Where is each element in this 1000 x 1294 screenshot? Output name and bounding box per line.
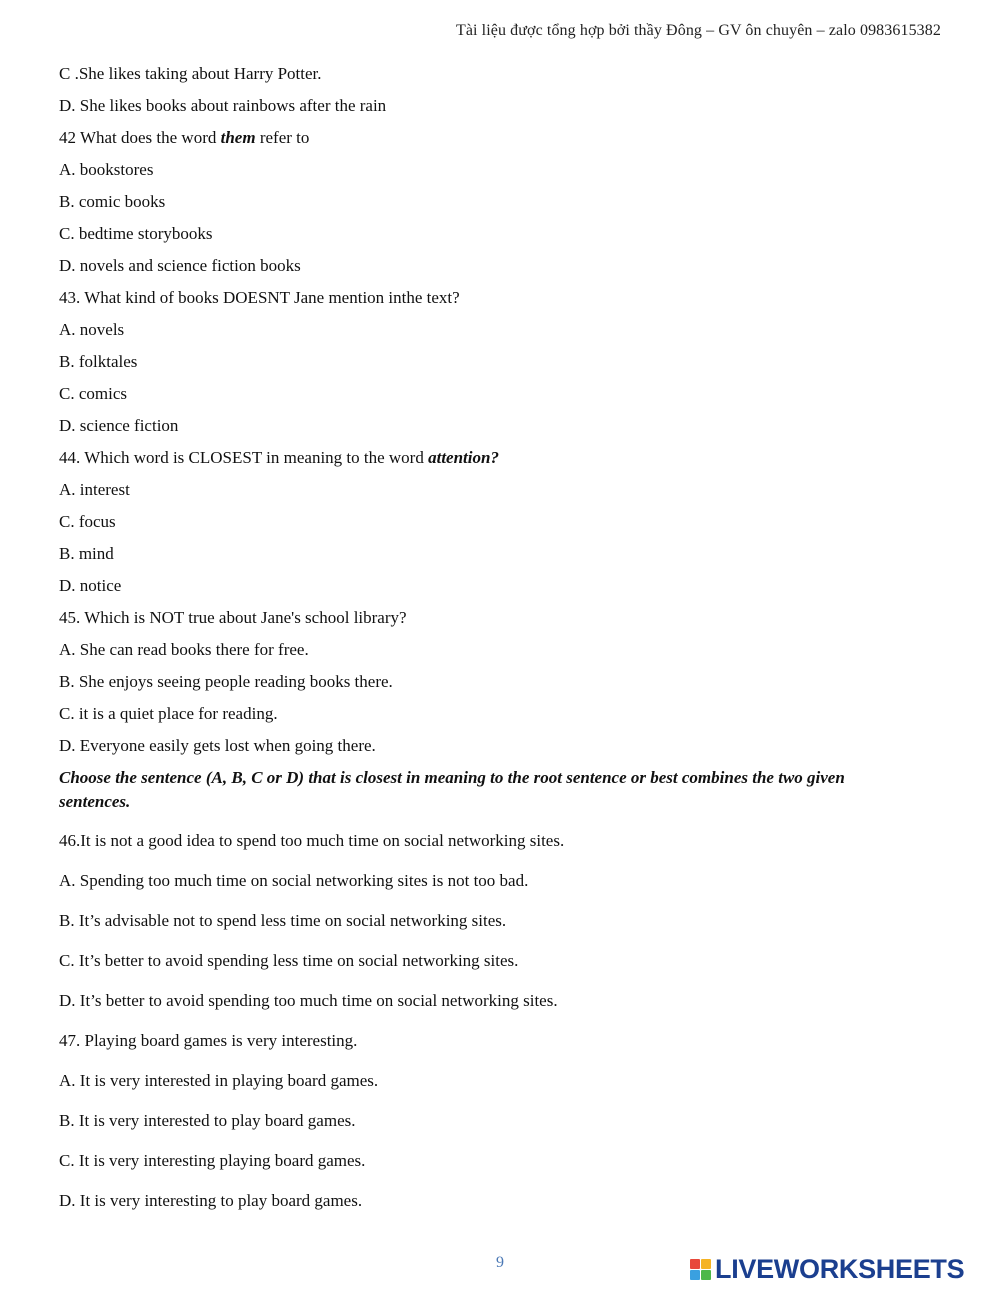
line-text: B. mind [59,544,114,563]
question-line [59,319,124,341]
question-line [59,127,309,149]
page-header: Tài liệu được tổng hợp bởi thầy Đông – GV ôn chuyên – zalo 0983615382 [455,22,941,39]
line-text: A. She can read books there for free. [59,640,309,659]
question-line [59,639,309,661]
question-line [59,351,137,373]
question-line: B. It is very interested to play board games. [59,1111,356,1130]
question-line: D. It’s better to avoid spending too much time on social networking sites. [59,991,558,1010]
line-text: D. Everyone easily gets lost when going there. [59,736,376,755]
question-line: 46.It is not a good idea to spend too much time on social networking sites. [59,831,565,850]
line-text: 42 What does the word [59,128,221,147]
brand-name: LIVEWORKSHEETS [715,1253,965,1284]
line-text: C. comics [59,384,127,403]
emphasized-word: attention? [428,448,499,467]
line-text: refer to [255,128,310,147]
line-text: D. novels and science fiction books [59,256,301,275]
line-text: 45. Which is NOT true about Jane's school library? [59,608,407,627]
question-line [59,95,386,117]
question-line [59,735,376,757]
line-text: 43. What kind of books DOESNT Jane mention inthe text? [59,288,460,307]
page-number: 9 [496,1254,504,1271]
question-line [59,63,322,85]
question-line [59,575,121,597]
question-line [59,191,165,213]
question-line: 47. Playing board games is very interesting. [59,1031,358,1050]
question-line [59,479,130,501]
line-text: D. science fiction [59,416,179,435]
line-text: B. folktales [59,352,138,371]
question-line [59,511,116,533]
question-line [59,447,499,469]
line-text: C. focus [59,512,116,531]
line-text: B. comic books [59,192,166,211]
question-line: C. It’s better to avoid spending less time on social networking sites. [59,951,519,970]
question-line [59,415,178,437]
question-line [59,223,212,245]
question-line: A. Spending too much time on social networking sites is not too bad. [59,871,529,890]
line-text: B. She enjoys seeing people reading books there. [59,672,393,691]
question-line: C. It is very interesting playing board games. [59,1151,366,1170]
question-line [59,543,114,565]
question-line [59,671,393,693]
line-text: A. bookstores [59,160,154,179]
line-text: A. novels [59,320,125,339]
question-line: A. It is very interested in playing board games. [59,1071,379,1090]
question-line [59,703,278,725]
line-text: C. it is a quiet place for reading. [59,704,278,723]
line-text: A. interest [59,480,130,499]
question-line [59,159,153,181]
line-text: C .She likes taking about Harry Potter. [59,64,322,83]
liveworksheets-brand [690,1254,964,1284]
line-text: D. She likes books about rainbows after the rain [59,96,387,115]
emphasized-word: them [220,128,256,147]
liveworksheets-logo-icon [690,1259,711,1280]
line-text: 44. Which word is CLOSEST in meaning to the word [59,448,429,467]
question-line [59,287,460,309]
question-line [59,383,127,405]
instruction-text: Choose the sentence (A, B, C or D) that is closest in meaning to the root sentence or best combines the two given sentences. [59,768,845,811]
line-text: C. bedtime storybooks [59,224,213,243]
question-line: B. It’s advisable not to spend less time on social networking sites. [59,911,507,930]
line-text: D. notice [59,576,122,595]
question-line: D. It is very interesting to play board games. [59,1191,363,1210]
question-line [59,255,301,277]
question-line [59,607,407,629]
